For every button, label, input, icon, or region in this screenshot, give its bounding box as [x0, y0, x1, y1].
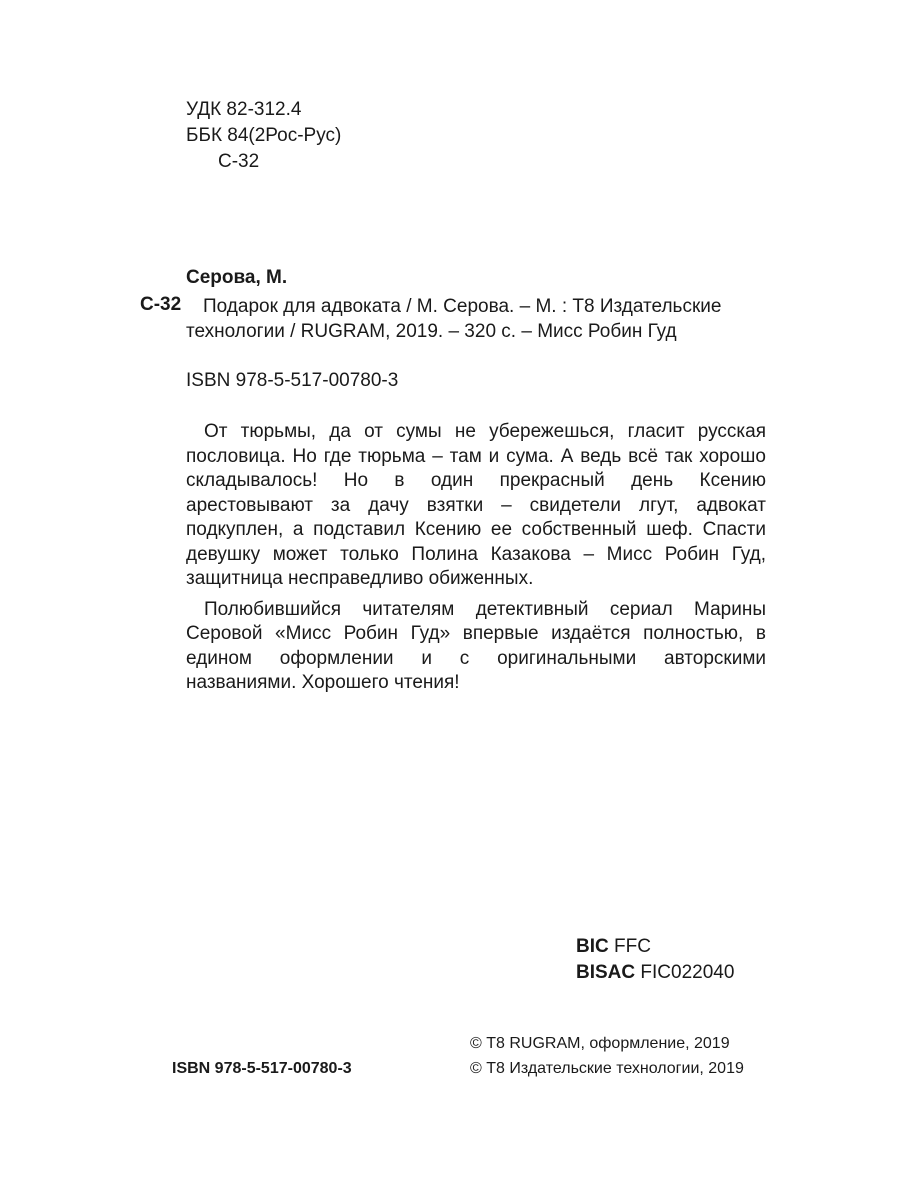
bbk-code: ББК 84(2Рос-Рус)	[186, 125, 342, 146]
bic-value: FFC	[608, 936, 651, 957]
margin-author-mark: С-32	[140, 294, 182, 315]
author-mark: С-32	[218, 151, 260, 172]
udk-code: УДК 82-312.4	[186, 99, 302, 120]
title-description-line1: Подарок для адвоката / М. Серова. – М. : Т8 Издательские	[203, 296, 722, 317]
footer-isbn: ISBN 978-5-517-00780-3	[172, 1060, 352, 1077]
bisac-code	[576, 961, 734, 985]
isbn-line: ISBN 978-5-517-00780-3	[186, 370, 399, 391]
bic-code	[576, 935, 651, 959]
copyright-publisher: © Т8 Издательские технологии, 2019	[470, 1060, 744, 1077]
title-description-line2: технологии / RUGRAM, 2019. – 320 с. – Мисс Робин Гуд	[186, 321, 677, 342]
bic-label: BIC	[576, 936, 609, 957]
author-name: Серова, М.	[186, 267, 288, 288]
annotation-paragraph-1: От тюрьмы, да от сумы не убережешься, гласит русская пословица. Но где тюрьма – там и сума. А ведь всё так хорошо складывалось! Но в один прекрасный день Ксению арестовывают за дачу взятки – свидетели лгут, адвокат подкуплен, а подставил Ксению ее собственный шеф. Спасти девушку может только Полина Казакова – Мисс Робин Гуд, защитница несправедливо обиженных.	[186, 421, 766, 589]
copyright-design: © Т8 RUGRAM, оформление, 2019	[470, 1035, 730, 1052]
annotation	[186, 420, 766, 696]
bisac-label: BISAC	[576, 962, 636, 983]
annotation-paragraph-2: Полюбившийся читателям детективный сериал Марины Серовой «Мисс Робин Гуд» впервые издаётся полностью, в едином оформлении и с оригинальными авторскими названиями. Хорошего чтения!	[186, 598, 766, 693]
bisac-value: FIC022040	[635, 962, 735, 983]
